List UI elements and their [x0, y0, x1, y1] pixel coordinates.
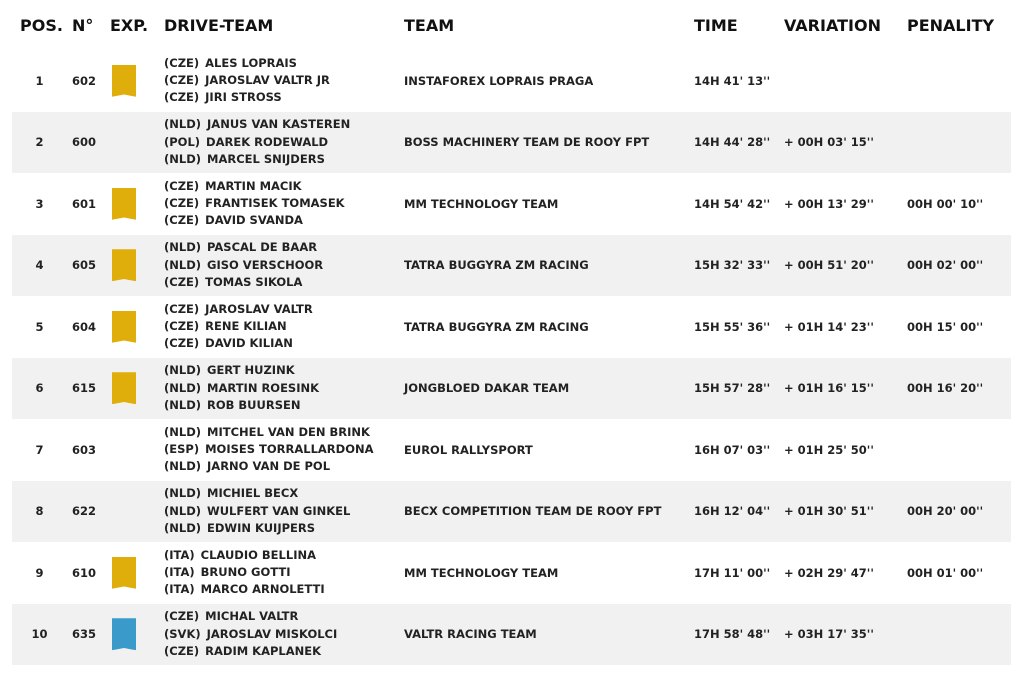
crew-name: DAVID KILIAN	[205, 336, 293, 351]
position-cell: 3	[35, 196, 44, 211]
gold-badge-icon	[112, 372, 136, 404]
time-cell: 17H 58' 48''	[694, 627, 771, 642]
position-cell: 9	[35, 565, 44, 580]
crew-name: DAVID SVANDA	[205, 213, 303, 228]
variation-cell: + 00H 03' 15''	[784, 135, 874, 150]
crew-name: GISO VERSCHOOR	[207, 257, 324, 272]
nationality-code: (CZE)	[164, 609, 200, 624]
penalty-cell: 00H 00' 10''	[907, 196, 984, 211]
header-time: TIME	[694, 16, 738, 35]
exp-cell	[112, 419, 136, 481]
crew-name: BRUNO GOTTI	[200, 565, 291, 580]
crew-member	[164, 441, 374, 458]
table-row	[12, 173, 1011, 235]
crew-cell	[164, 542, 404, 604]
crew-cell	[164, 419, 404, 481]
team-cell: BOSS MACHINERY TEAM DE ROOY FPT	[404, 135, 650, 150]
exp-cell	[112, 112, 136, 174]
number-cell: 603	[72, 442, 97, 457]
crew-member	[164, 212, 303, 229]
crew-cell	[164, 235, 404, 297]
position-cell: 8	[35, 504, 44, 519]
team-cell: EUROL RALLYSPORT	[404, 442, 533, 457]
crew-member	[164, 380, 319, 397]
variation-cell: + 01H 14' 23''	[784, 319, 874, 334]
gold-badge-icon	[112, 65, 136, 97]
nationality-code: (ESP)	[164, 442, 200, 457]
nationality-code: (CZE)	[164, 55, 200, 70]
penalty-cell: 00H 15' 00''	[907, 319, 984, 334]
header-team: TEAM	[404, 16, 455, 35]
team-cell: BECX COMPETITION TEAM DE ROOY FPT	[404, 504, 662, 519]
crew-name: JANUS VAN KASTEREN	[207, 117, 351, 132]
crew-name: MARCEL SNIJDERS	[207, 151, 325, 166]
team-cell: TATRA BUGGYRA ZM RACING	[404, 319, 589, 334]
variation-cell: + 01H 30' 51''	[784, 504, 874, 519]
nationality-code: (NLD)	[164, 486, 202, 501]
crew-member	[164, 257, 323, 274]
crew-name: RADIM KAPLANEK	[205, 643, 322, 658]
crew-member	[164, 458, 330, 475]
crew-name: ALES LOPRAIS	[205, 55, 297, 70]
crew-cell	[164, 112, 404, 174]
exp-cell	[112, 50, 136, 112]
time-cell: 17H 11' 00''	[694, 565, 771, 580]
exp-cell	[112, 604, 136, 666]
nationality-code: (CZE)	[164, 336, 200, 351]
time-cell: 14H 44' 28''	[694, 135, 771, 150]
crew-member	[164, 89, 282, 106]
team-cell: VALTR RACING TEAM	[404, 627, 537, 642]
exp-cell	[112, 235, 136, 297]
nationality-code: (SVK)	[164, 626, 201, 641]
crew-name: MOISES TORRALLARDONA	[205, 442, 374, 457]
team-cell: MM TECHNOLOGY TEAM	[404, 196, 559, 211]
nationality-code: (CZE)	[164, 643, 200, 658]
nationality-code: (ITA)	[164, 565, 195, 580]
crew-name: DAREK RODEWALD	[206, 134, 329, 149]
crew-name: WULFERT VAN GINKEL	[207, 503, 351, 518]
crew-name: MARCO ARNOLETTI	[200, 582, 325, 597]
crew-name: TOMAS SIKOLA	[205, 274, 303, 289]
crew-member	[164, 397, 300, 414]
crew-name: MITCHEL VAN DEN BRINK	[207, 424, 370, 439]
crew-name: ROB BUURSEN	[207, 397, 301, 412]
crew-member	[164, 485, 298, 502]
table-row	[12, 604, 1011, 666]
blue-badge-icon	[112, 618, 136, 650]
nationality-code: (CZE)	[164, 73, 200, 88]
nationality-code: (NLD)	[164, 520, 202, 535]
crew-member	[164, 547, 316, 564]
variation-cell: + 01H 16' 15''	[784, 381, 874, 396]
header-number: N°	[72, 16, 94, 35]
crew-name: JAROSLAV MISKOLCI	[206, 626, 338, 641]
crew-name: JAROSLAV VALTR	[205, 301, 313, 316]
table-row	[12, 358, 1011, 420]
table-row	[12, 296, 1011, 358]
exp-cell	[112, 481, 136, 543]
table-header	[12, 0, 1011, 50]
number-cell: 604	[72, 319, 97, 334]
number-cell: 610	[72, 565, 97, 580]
crew-cell	[164, 173, 404, 235]
crew-cell	[164, 50, 404, 112]
crew-name: RENE KILIAN	[205, 319, 287, 334]
exp-cell	[112, 542, 136, 604]
crew-member	[164, 274, 302, 291]
number-cell: 615	[72, 381, 97, 396]
crew-member	[164, 643, 321, 660]
nationality-code: (CZE)	[164, 90, 200, 105]
crew-member	[164, 424, 370, 441]
variation-cell: + 02H 29' 47''	[784, 565, 874, 580]
crew-name: CLAUDIO BELLINA	[200, 547, 316, 562]
crew-member	[164, 626, 337, 643]
exp-cell	[112, 358, 136, 420]
crew-member	[164, 503, 350, 520]
crew-name: JAROSLAV VALTR JR	[205, 73, 330, 88]
exp-cell	[112, 173, 136, 235]
table-row	[12, 542, 1011, 604]
nationality-code: (NLD)	[164, 257, 202, 272]
time-cell: 14H 41' 13''	[694, 73, 771, 88]
header-penalty: PENALITY	[907, 16, 995, 35]
nationality-code: (CZE)	[164, 213, 200, 228]
crew-member	[164, 55, 297, 72]
variation-cell: + 00H 13' 29''	[784, 196, 874, 211]
gold-badge-icon	[112, 249, 136, 281]
header-drive-team: DRIVE-TEAM	[164, 16, 274, 35]
crew-member	[164, 564, 290, 581]
table-row	[12, 481, 1011, 543]
results-table	[12, 0, 1011, 665]
table-row	[12, 50, 1011, 112]
team-cell: TATRA BUGGYRA ZM RACING	[404, 258, 589, 273]
team-cell: MM TECHNOLOGY TEAM	[404, 565, 559, 580]
nationality-code: (CZE)	[164, 301, 200, 316]
time-cell: 14H 54' 42''	[694, 196, 771, 211]
crew-cell	[164, 296, 404, 358]
penalty-cell	[907, 419, 1011, 481]
crew-name: MARTIN ROESINK	[207, 380, 320, 395]
nationality-code: (NLD)	[164, 151, 202, 166]
gold-badge-icon	[112, 188, 136, 220]
position-cell: 7	[35, 442, 44, 457]
penalty-cell	[907, 112, 1011, 174]
crew-member	[164, 318, 287, 335]
crew-name: MICHIEL BECX	[207, 486, 299, 501]
number-cell: 635	[72, 627, 97, 642]
team-cell: INSTAFOREX LOPRAIS PRAGA	[404, 73, 594, 88]
crew-name: PASCAL DE BAAR	[207, 240, 318, 255]
number-cell: 600	[72, 135, 97, 150]
crew-cell	[164, 604, 404, 666]
time-cell: 16H 12' 04''	[694, 504, 771, 519]
nationality-code: (CZE)	[164, 274, 200, 289]
nationality-code: (POL)	[164, 134, 201, 149]
position-cell: 1	[35, 73, 44, 88]
crew-name: FRANTISEK TOMASEK	[205, 196, 345, 211]
crew-member	[164, 116, 350, 133]
number-cell: 622	[72, 504, 97, 519]
number-cell: 601	[72, 196, 97, 211]
team-cell: JONGBLOED DAKAR TEAM	[404, 381, 570, 396]
crew-member	[164, 134, 328, 151]
gold-badge-icon	[112, 557, 136, 589]
crew-member	[164, 195, 345, 212]
time-cell: 15H 57' 28''	[694, 381, 771, 396]
crew-name: JIRI STROSS	[205, 90, 282, 105]
number-cell: 605	[72, 258, 97, 273]
crew-member	[164, 608, 298, 625]
crew-member	[164, 151, 325, 168]
time-cell: 16H 07' 03''	[694, 442, 771, 457]
nationality-code: (NLD)	[164, 380, 202, 395]
number-cell: 602	[72, 73, 97, 88]
position-cell: 10	[31, 627, 48, 642]
variation-cell: + 03H 17' 35''	[784, 627, 874, 642]
header-exp: EXP.	[110, 16, 149, 35]
crew-name: GERT HUZINK	[207, 363, 295, 378]
crew-member	[164, 520, 315, 537]
variation-cell: + 01H 25' 50''	[784, 442, 874, 457]
crew-member	[164, 581, 325, 598]
table-row	[12, 235, 1011, 297]
gold-badge-icon	[112, 311, 136, 343]
crew-member	[164, 72, 330, 89]
crew-name: MICHAL VALTR	[205, 609, 299, 624]
crew-member	[164, 178, 302, 195]
crew-name: MARTIN MACIK	[205, 178, 302, 193]
table-row	[12, 112, 1011, 174]
variation-cell	[784, 50, 908, 112]
position-cell: 6	[35, 381, 44, 396]
nationality-code: (NLD)	[164, 424, 202, 439]
position-cell: 4	[35, 258, 44, 273]
header-pos: POS.	[20, 16, 63, 35]
nationality-code: (NLD)	[164, 117, 202, 132]
crew-name: JARNO VAN DE POL	[207, 459, 331, 474]
crew-member	[164, 362, 295, 379]
nationality-code: (NLD)	[164, 240, 202, 255]
penalty-cell: 00H 20' 00''	[907, 504, 984, 519]
nationality-code: (NLD)	[164, 459, 202, 474]
variation-cell: + 00H 51' 20''	[784, 258, 874, 273]
time-cell: 15H 32' 33''	[694, 258, 771, 273]
crew-cell	[164, 358, 404, 420]
penalty-cell	[907, 604, 1011, 666]
crew-member	[164, 335, 293, 352]
time-cell: 15H 55' 36''	[694, 319, 771, 334]
nationality-code: (CZE)	[164, 196, 200, 211]
nationality-code: (NLD)	[164, 363, 202, 378]
penalty-cell: 00H 01' 00''	[907, 565, 984, 580]
penalty-cell: 00H 02' 00''	[907, 258, 984, 273]
nationality-code: (CZE)	[164, 178, 200, 193]
crew-member	[164, 301, 313, 318]
nationality-code: (ITA)	[164, 582, 195, 597]
exp-cell	[112, 296, 136, 358]
nationality-code: (CZE)	[164, 319, 200, 334]
header-variation: VARIATION	[784, 16, 881, 35]
nationality-code: (ITA)	[164, 547, 195, 562]
nationality-code: (NLD)	[164, 397, 202, 412]
penalty-cell: 00H 16' 20''	[907, 381, 984, 396]
crew-cell	[164, 481, 404, 543]
crew-name: EDWIN KUIJPERS	[207, 520, 316, 535]
table-body	[12, 50, 1011, 665]
nationality-code: (NLD)	[164, 503, 202, 518]
crew-member	[164, 239, 317, 256]
position-cell: 2	[35, 135, 44, 150]
penalty-cell	[907, 50, 1011, 112]
position-cell: 5	[35, 319, 44, 334]
table-row	[12, 419, 1011, 481]
